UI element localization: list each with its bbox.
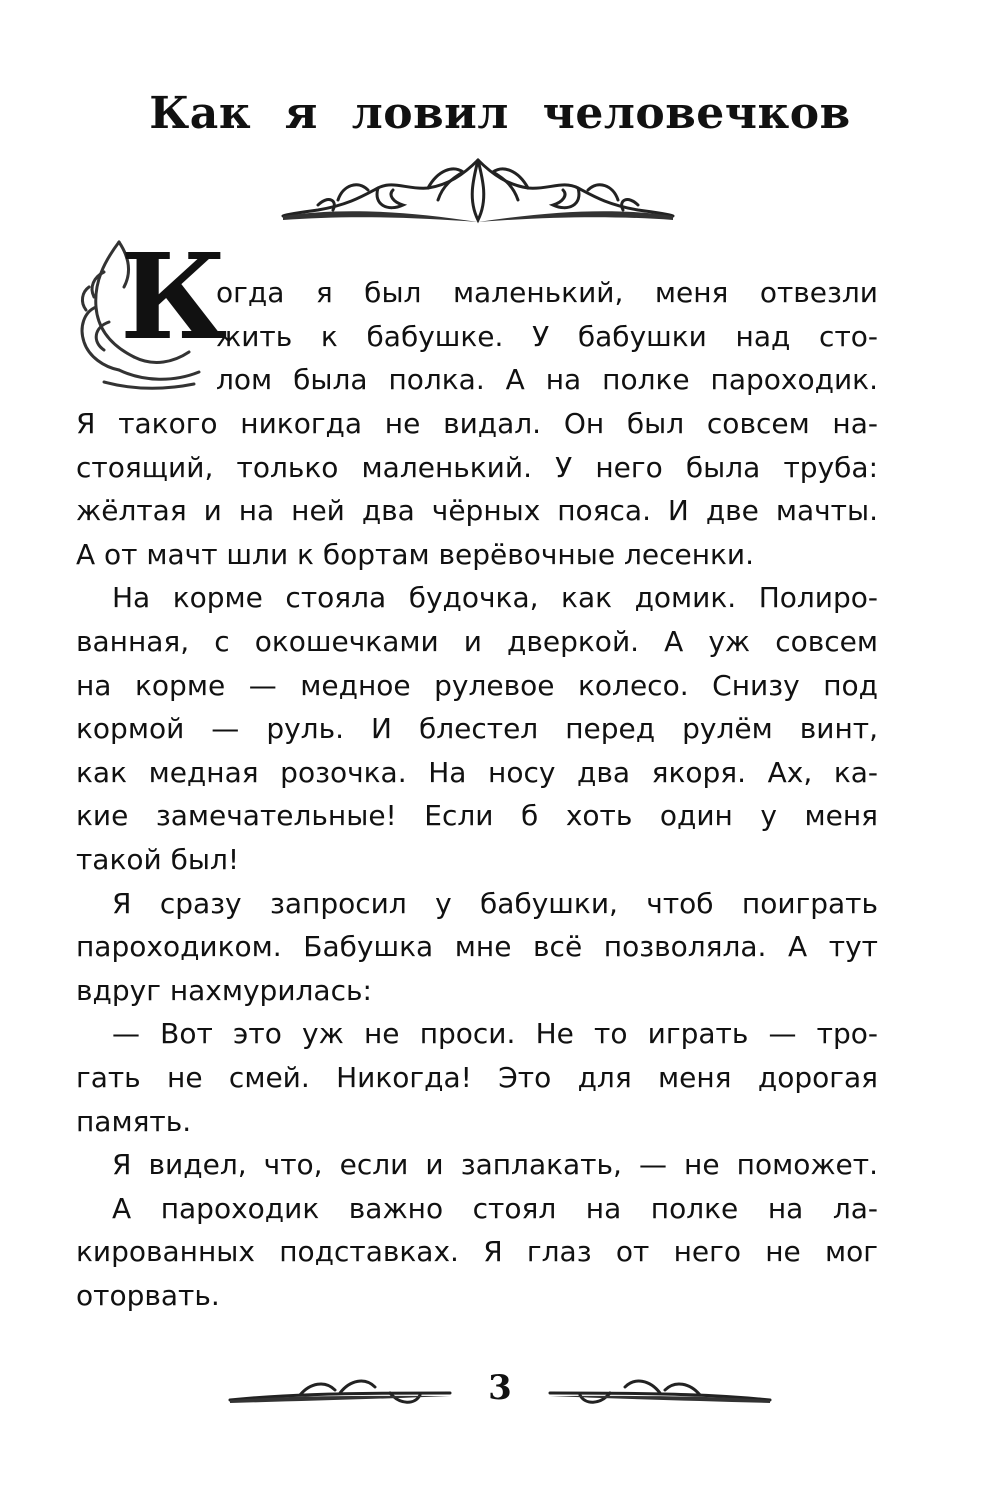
text-line: огда я был маленький, меня отвезли: [216, 276, 878, 309]
title-flourish-icon: [278, 150, 678, 230]
text-line: На корме стояла будочка, как домик. Полиро-: [112, 581, 878, 615]
text-line: оторвать.: [76, 1278, 220, 1312]
text-line: жить к бабушке. У бабушки над сто-: [216, 319, 878, 353]
text-line: на корме — медное рулевое колесо. Снизу под: [76, 668, 878, 702]
text-line: кированных подставках. Я глаз от него не мог: [76, 1235, 878, 1269]
text-line: кие замечательные! Если б хоть один у меня: [76, 799, 878, 833]
text-line: вдруг нахмурилась:: [76, 973, 372, 1007]
text-line: кормой — руль. И блестел перед рулём винт,: [76, 712, 878, 746]
text-line: пароходиком. Бабушка мне всё позволяла. А тут: [76, 930, 878, 964]
first-paragraph-lines: [216, 271, 878, 402]
text-line: ванная, с окошечками и дверкой. А уж совсем: [76, 624, 878, 658]
text-line: Я такого никогда не видал. Он был совсем на-: [76, 407, 878, 440]
text-line: Я сразу запросил у бабушки, чтоб поиграть: [112, 886, 878, 920]
text-line: стоящий, только маленький. У него была труба:: [76, 450, 878, 484]
text-line: память.: [76, 1104, 192, 1138]
text-line: Я видел, что, если и заплакать, — не поможет.: [112, 1148, 878, 1182]
text-line: как медная розочка. На носу два якоря. Ах, ка-: [76, 755, 878, 789]
text-line: такой был!: [76, 842, 240, 876]
page-number: 3: [488, 1368, 512, 1408]
drop-cap: К: [120, 227, 228, 366]
body-text: [76, 402, 878, 1317]
text-line: А от мачт шли к бортам верёвочные лесенки.: [76, 537, 755, 571]
text-line: гать не смей. Никогда! Это для меня дорогая: [76, 1060, 878, 1094]
text-line: лом была полка. А на полке пароходик.: [216, 363, 878, 397]
text-line: жёлтая и на ней два чёрных пояса. И две мачты.: [76, 494, 878, 528]
page-title: Как я ловил человечков: [149, 88, 851, 139]
text-line: — Вот это уж не проси. Не то играть — тро-: [112, 1017, 878, 1051]
text-line: А пароходик важно стоял на полке на ла-: [112, 1191, 878, 1225]
